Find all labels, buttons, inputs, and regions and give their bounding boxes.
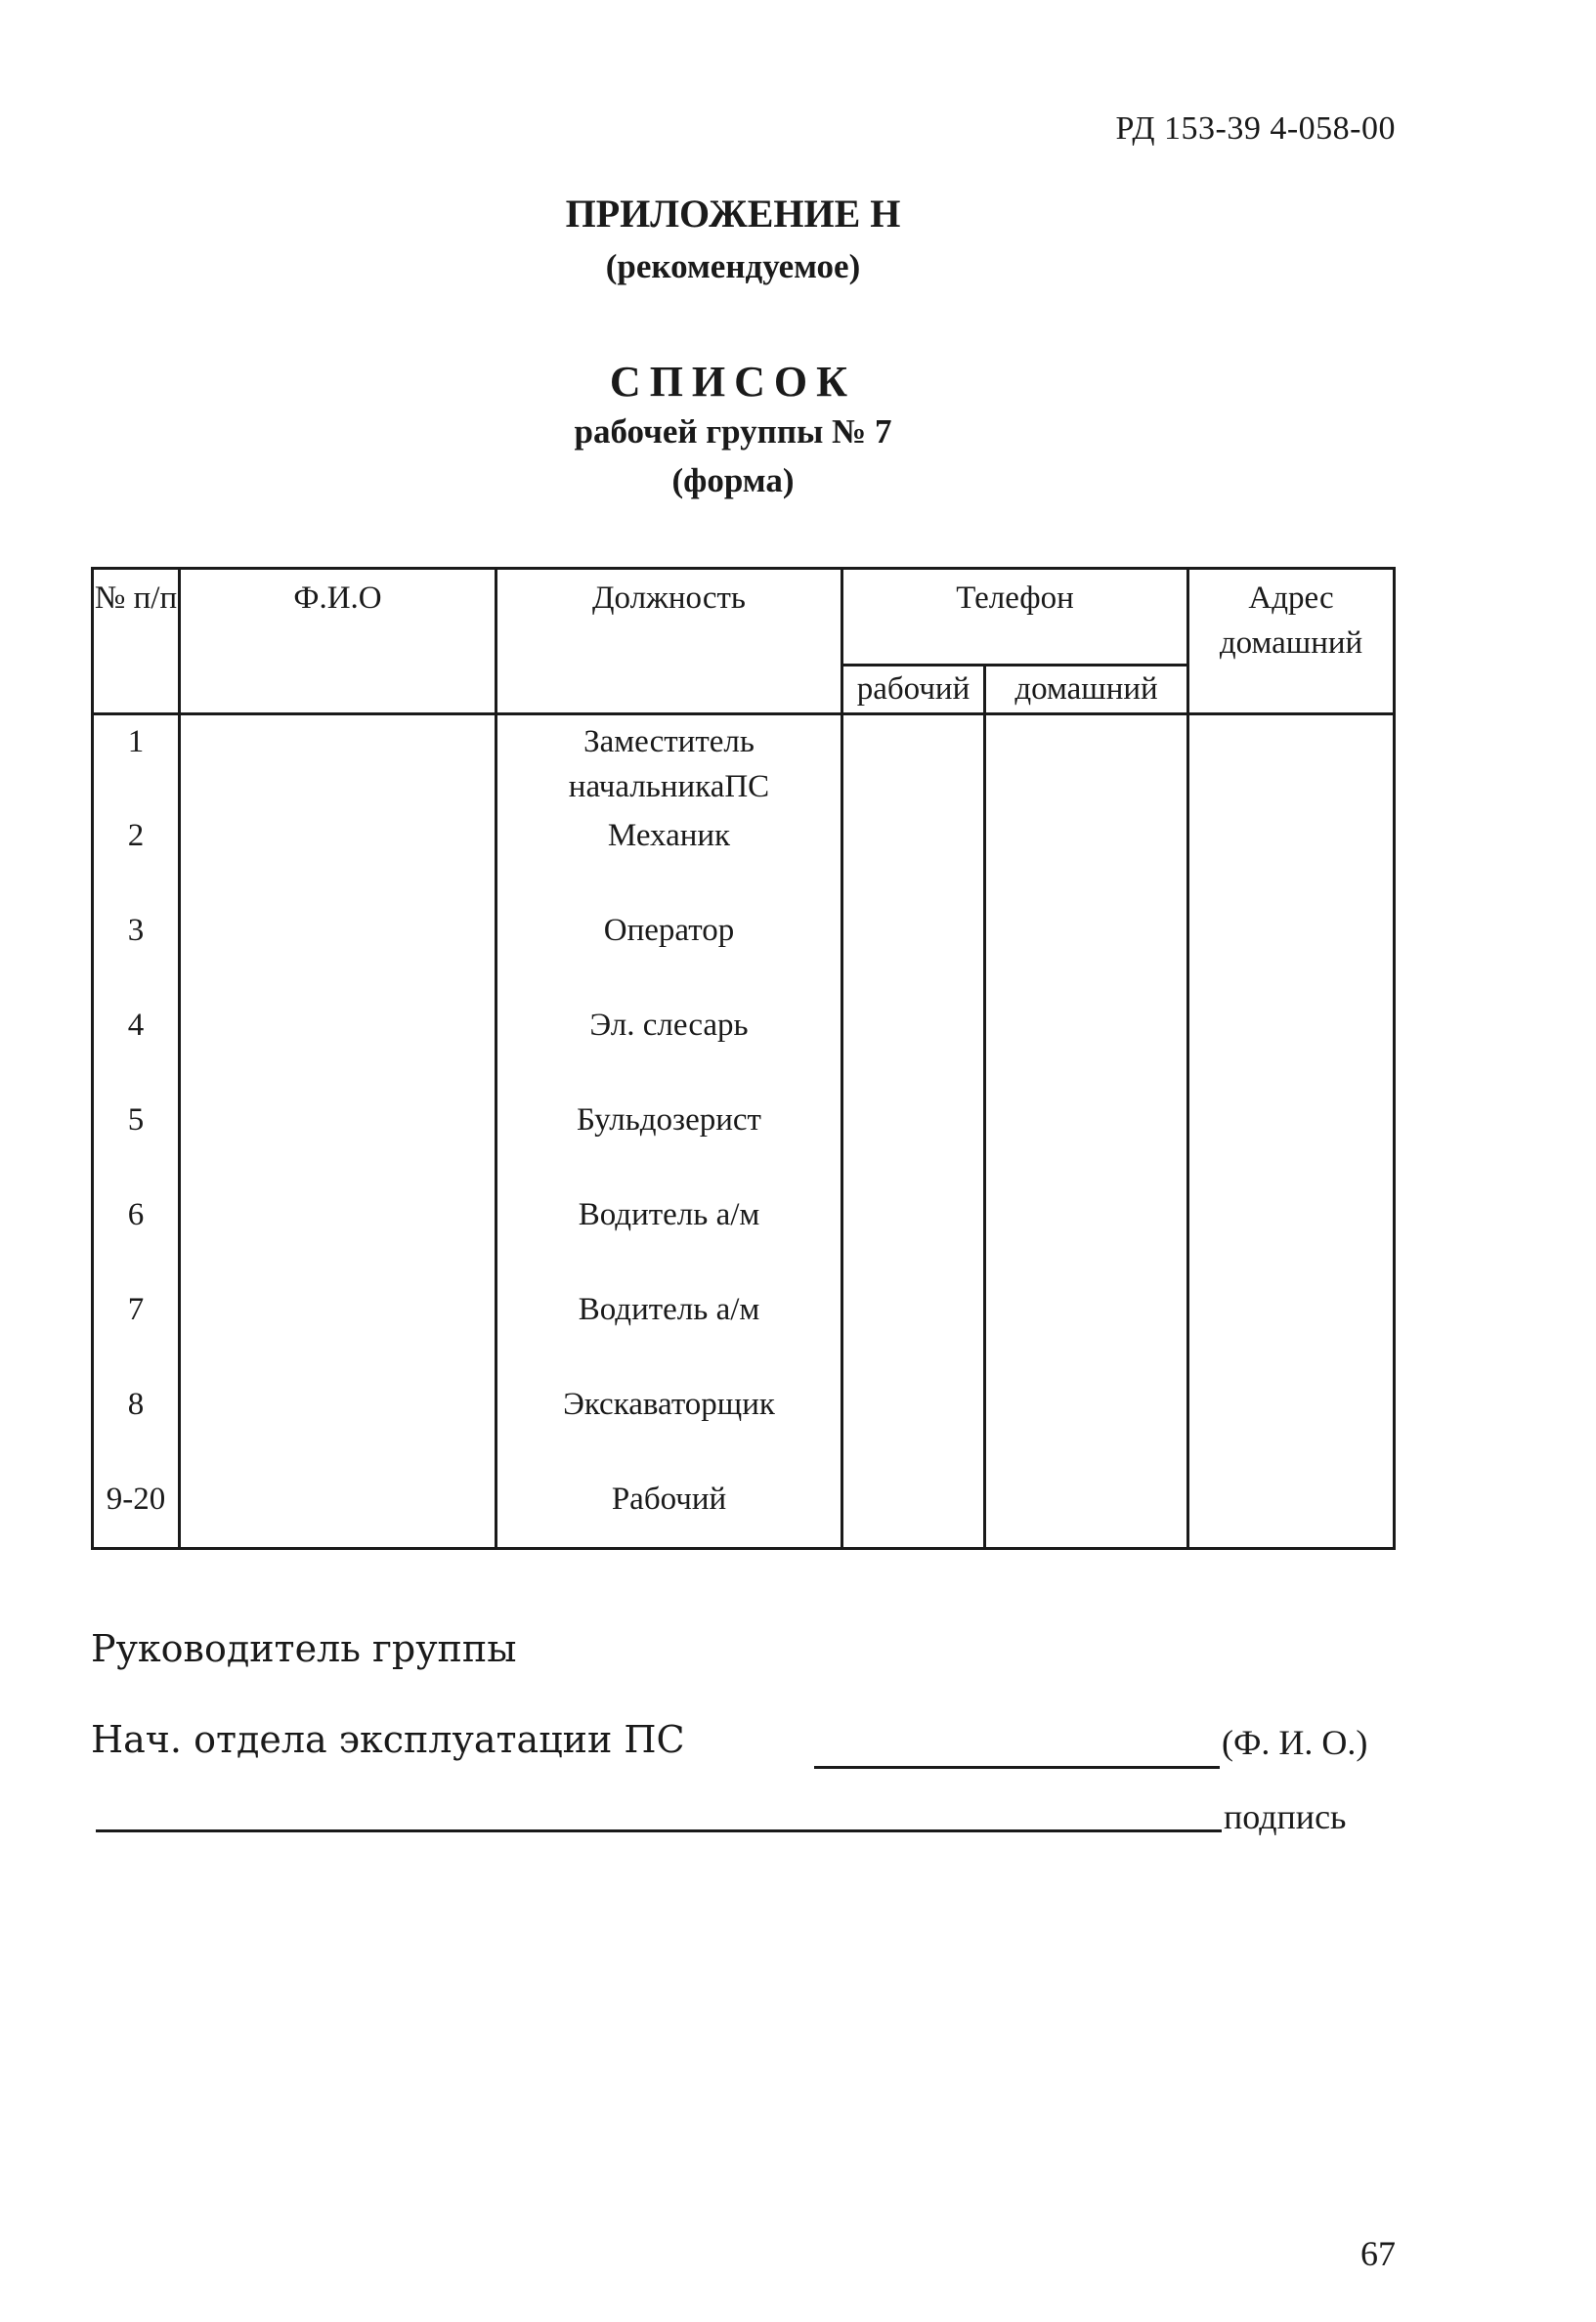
row-address-cell — [1188, 809, 1395, 904]
fio-label: (Ф. И. О.) — [1222, 1723, 1368, 1762]
row-number: 3 — [93, 904, 180, 999]
table-row — [93, 1283, 1395, 1378]
row-fio-cell — [180, 1283, 496, 1378]
row-phone-work-cell — [842, 999, 985, 1094]
row-fio-cell — [180, 809, 496, 904]
row-number: 1 — [93, 714, 180, 810]
row-phone-work-cell — [842, 1473, 985, 1549]
row-fio-cell — [180, 1094, 496, 1188]
group-leader-label: Руководитель группы — [91, 1627, 517, 1670]
list-title: СПИСОК — [609, 358, 857, 406]
table-row — [93, 714, 1395, 810]
row-number: 4 — [93, 999, 180, 1094]
row-phone-home-cell — [985, 809, 1188, 904]
row-position: Оператор — [496, 904, 842, 999]
row-phone-work-cell — [842, 1283, 985, 1378]
row-phone-work-cell — [842, 714, 985, 810]
row-phone-work-cell — [842, 1188, 985, 1283]
row-position: Рабочий — [496, 1473, 842, 1549]
appendix-title: ПРИЛОЖЕНИЕ Н — [565, 192, 901, 236]
row-number: 5 — [93, 1094, 180, 1188]
row-phone-home-cell — [985, 1473, 1188, 1549]
table-row — [93, 1378, 1395, 1473]
row-address-cell — [1188, 999, 1395, 1094]
row-position: Водитель а/м — [496, 1188, 842, 1283]
row-fio-cell — [180, 1188, 496, 1283]
header-position: Должность — [496, 569, 842, 714]
row-position: Заместитель начальникаПС — [496, 714, 842, 810]
document-code: РД 153-39 4-058-00 — [1115, 110, 1396, 147]
signature-label: подпись — [1224, 1797, 1347, 1836]
row-phone-home-cell — [985, 904, 1188, 999]
header-num: № п/п — [93, 569, 180, 714]
row-phone-home-cell — [985, 714, 1188, 810]
row-address-cell — [1188, 1188, 1395, 1283]
table-row — [93, 1188, 1395, 1283]
row-address-cell — [1188, 1094, 1395, 1188]
row-position: Эл. слесарь — [496, 999, 842, 1094]
row-phone-work-cell — [842, 809, 985, 904]
row-phone-work-cell — [842, 1378, 985, 1473]
fio-signature-line — [814, 1766, 1220, 1769]
row-phone-work-cell — [842, 1094, 985, 1188]
header-phone-home: домашний — [985, 665, 1188, 713]
row-number: 7 — [93, 1283, 180, 1378]
row-position: Механик — [496, 809, 842, 904]
row-address-cell — [1188, 1283, 1395, 1378]
row-address-cell — [1188, 1473, 1395, 1549]
table-row — [93, 809, 1395, 904]
row-address-cell — [1188, 714, 1395, 810]
list-subtitle: рабочей группы № 7 — [574, 412, 892, 451]
appendix-note: (рекомендуемое) — [605, 247, 861, 285]
row-phone-home-cell — [985, 1283, 1188, 1378]
page-number: 67 — [1360, 2234, 1396, 2273]
row-address-cell — [1188, 904, 1395, 999]
row-number: 8 — [93, 1378, 180, 1473]
table-row — [93, 1094, 1395, 1188]
header-fio: Ф.И.О — [180, 569, 496, 714]
form-note: (форма) — [671, 461, 795, 499]
row-position: Экскаваторщик — [496, 1378, 842, 1473]
work-group-table — [91, 567, 1396, 1550]
header-address: Адрес домашний — [1188, 569, 1395, 714]
row-phone-home-cell — [985, 1378, 1188, 1473]
row-phone-home-cell — [985, 1094, 1188, 1188]
table-row — [93, 1473, 1395, 1549]
row-fio-cell — [180, 714, 496, 810]
header-phone: Телефон — [842, 569, 1188, 666]
row-position: Водитель а/м — [496, 1283, 842, 1378]
row-fio-cell — [180, 999, 496, 1094]
row-number: 9-20 — [93, 1473, 180, 1549]
row-phone-home-cell — [985, 1188, 1188, 1283]
row-position: Бульдозерист — [496, 1094, 842, 1188]
table-row — [93, 999, 1395, 1094]
row-number: 6 — [93, 1188, 180, 1283]
header-phone-work: рабочий — [842, 665, 985, 713]
department-head-label: Нач. отдела эксплуатации ПС — [91, 1718, 685, 1761]
row-fio-cell — [180, 904, 496, 999]
table-row — [93, 904, 1395, 999]
row-phone-home-cell — [985, 999, 1188, 1094]
row-address-cell — [1188, 1378, 1395, 1473]
row-fio-cell — [180, 1378, 496, 1473]
row-phone-work-cell — [842, 904, 985, 999]
row-fio-cell — [180, 1473, 496, 1549]
signature-line — [96, 1829, 1222, 1832]
row-number: 2 — [93, 809, 180, 904]
